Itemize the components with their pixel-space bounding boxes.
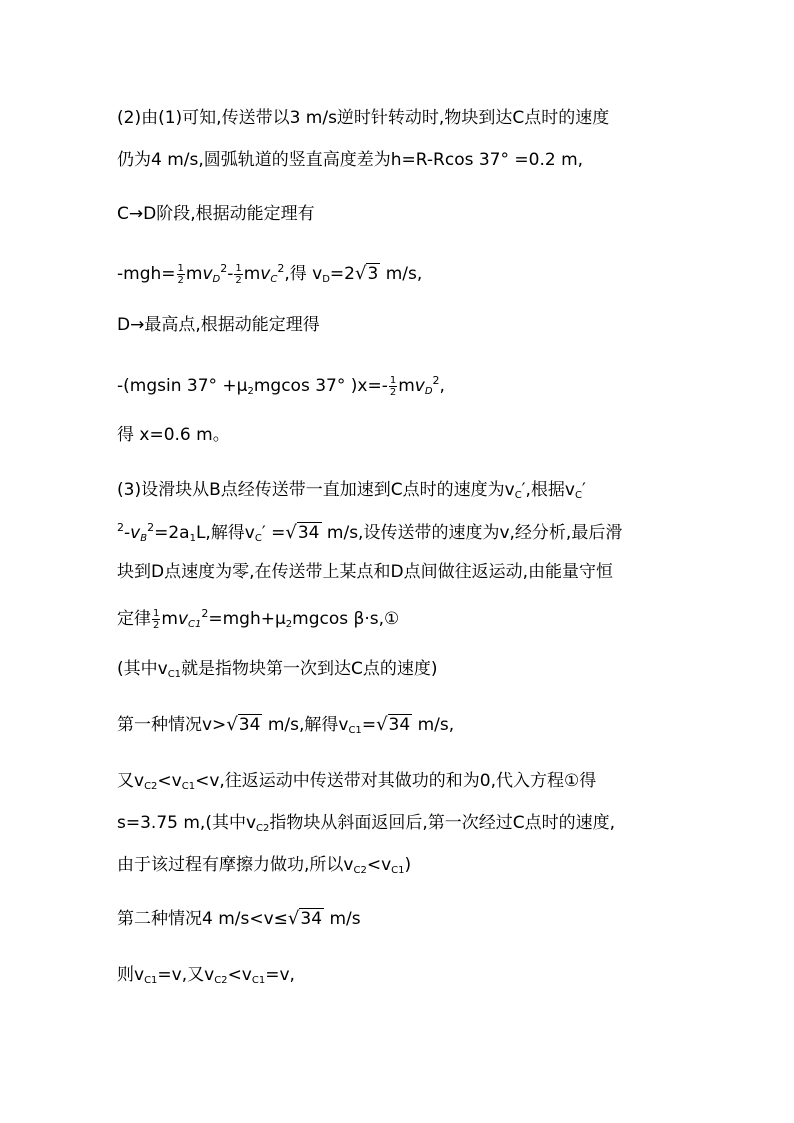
sqrt-radical: √34 [287,908,323,929]
eq-sub: C [270,274,278,285]
eq-sub: D [322,274,330,285]
text-line-16: 由于该过程有摩擦力做功,所以$v_{C2}<v_{C1}$) [117,855,412,876]
eq-text: - [227,264,234,284]
text-line-10: 块到D点速度为零,在传送带上某点和D点间做往返运动,由能量守恒 [117,562,613,582]
eq-text: , [439,376,445,396]
eq-text: -(mgsin 37° +μ [117,376,248,396]
eq-sup: 2 [220,262,228,275]
equation-line-4 [117,257,734,292]
eq-text: ,得 v [284,264,323,284]
eq-var: v [414,376,425,396]
equation-line-6 [117,369,734,404]
eq-sup: 2 [432,374,440,387]
text-line-18: 则$v_{C1}=v$,又$v_{C2}<v_{C1}=v$, [117,965,295,986]
text-line-17: 第二种情况4 m/s<v≤√34 m/s [117,908,361,929]
sqrt-radical: √34 [376,714,411,735]
text-line-15: s=3.75 m,(其中$v_{C2}$指物块从斜面返回后,第一次经过C点时的速度, [117,813,616,834]
eq-sup: 2 [277,262,285,275]
text-line-9: $^2-v_B^2=2a_1L$,解得$v_C' =√34$ m/s,设传送带的速度为v,经分析,最后滑 [117,521,623,544]
fraction-half: $\frac{1}{2}$ [389,374,397,398]
text-line-2: 仍为4 m/s,圆弧轨道的竖直高度差为h=R-Rcos 37° =0.2 m, [117,150,584,170]
eq-var: v [202,264,213,284]
fraction-half: $\frac{1}{2}$ [153,607,160,631]
eq-var: v [260,264,271,284]
fraction-half: $\frac{1}{2}$ [235,262,242,286]
eq-text: mgcos 37° )x=- [253,376,388,396]
eq-sub: D [212,274,221,285]
eq-text: =2 [329,264,355,284]
eq-sub: D [424,386,433,397]
eq-text: m [398,376,415,396]
eq-text: -mgh= [117,264,176,284]
eq-text: m [243,264,261,284]
text-line-3: C→D阶段,根据动能定理有 [117,204,315,224]
text-line-11: 定律 $\frac{1}{2}$ $mv_{C1}^2=mgh+\mu_2mgcos$ β·s,① [117,607,400,631]
text-line-12: (其中$v_{C1}$就是指物块第一次到达C点的速度) [117,659,438,680]
text-line-8: (3)设滑块从B点经传送带一直加速到C点时的速度为$v_C'$,根据$v_C'$ [117,480,586,501]
text-line-7: 得 x=0.6 m。 [117,425,230,445]
text-line-5: D→最高点,根据动能定理得 [117,315,320,335]
text-line-13: 第一种情况v>√34 m/s,解得$v_{C1}=√34$ m/s, [117,714,455,736]
text-line-14: 又$v_{C2}<v_{C1}<v$,往返运动中传送带对其做功的和为0,代入方程①得 [117,771,597,792]
sqrt-radical: √3 [354,263,379,284]
eq-sub: 2 [247,386,254,397]
sqrt-radical: √34 [226,714,261,735]
fraction-half: $\frac{1}{2}$ [177,262,184,286]
eq-text: m [185,264,203,284]
text-line-1: (2)由(1)可知,传送带以3 m/s逆时针转动时,物块到达C点时的速度 [117,108,610,128]
sqrt-radical: √34 [285,522,320,543]
eq-text: m/s, [380,264,423,284]
